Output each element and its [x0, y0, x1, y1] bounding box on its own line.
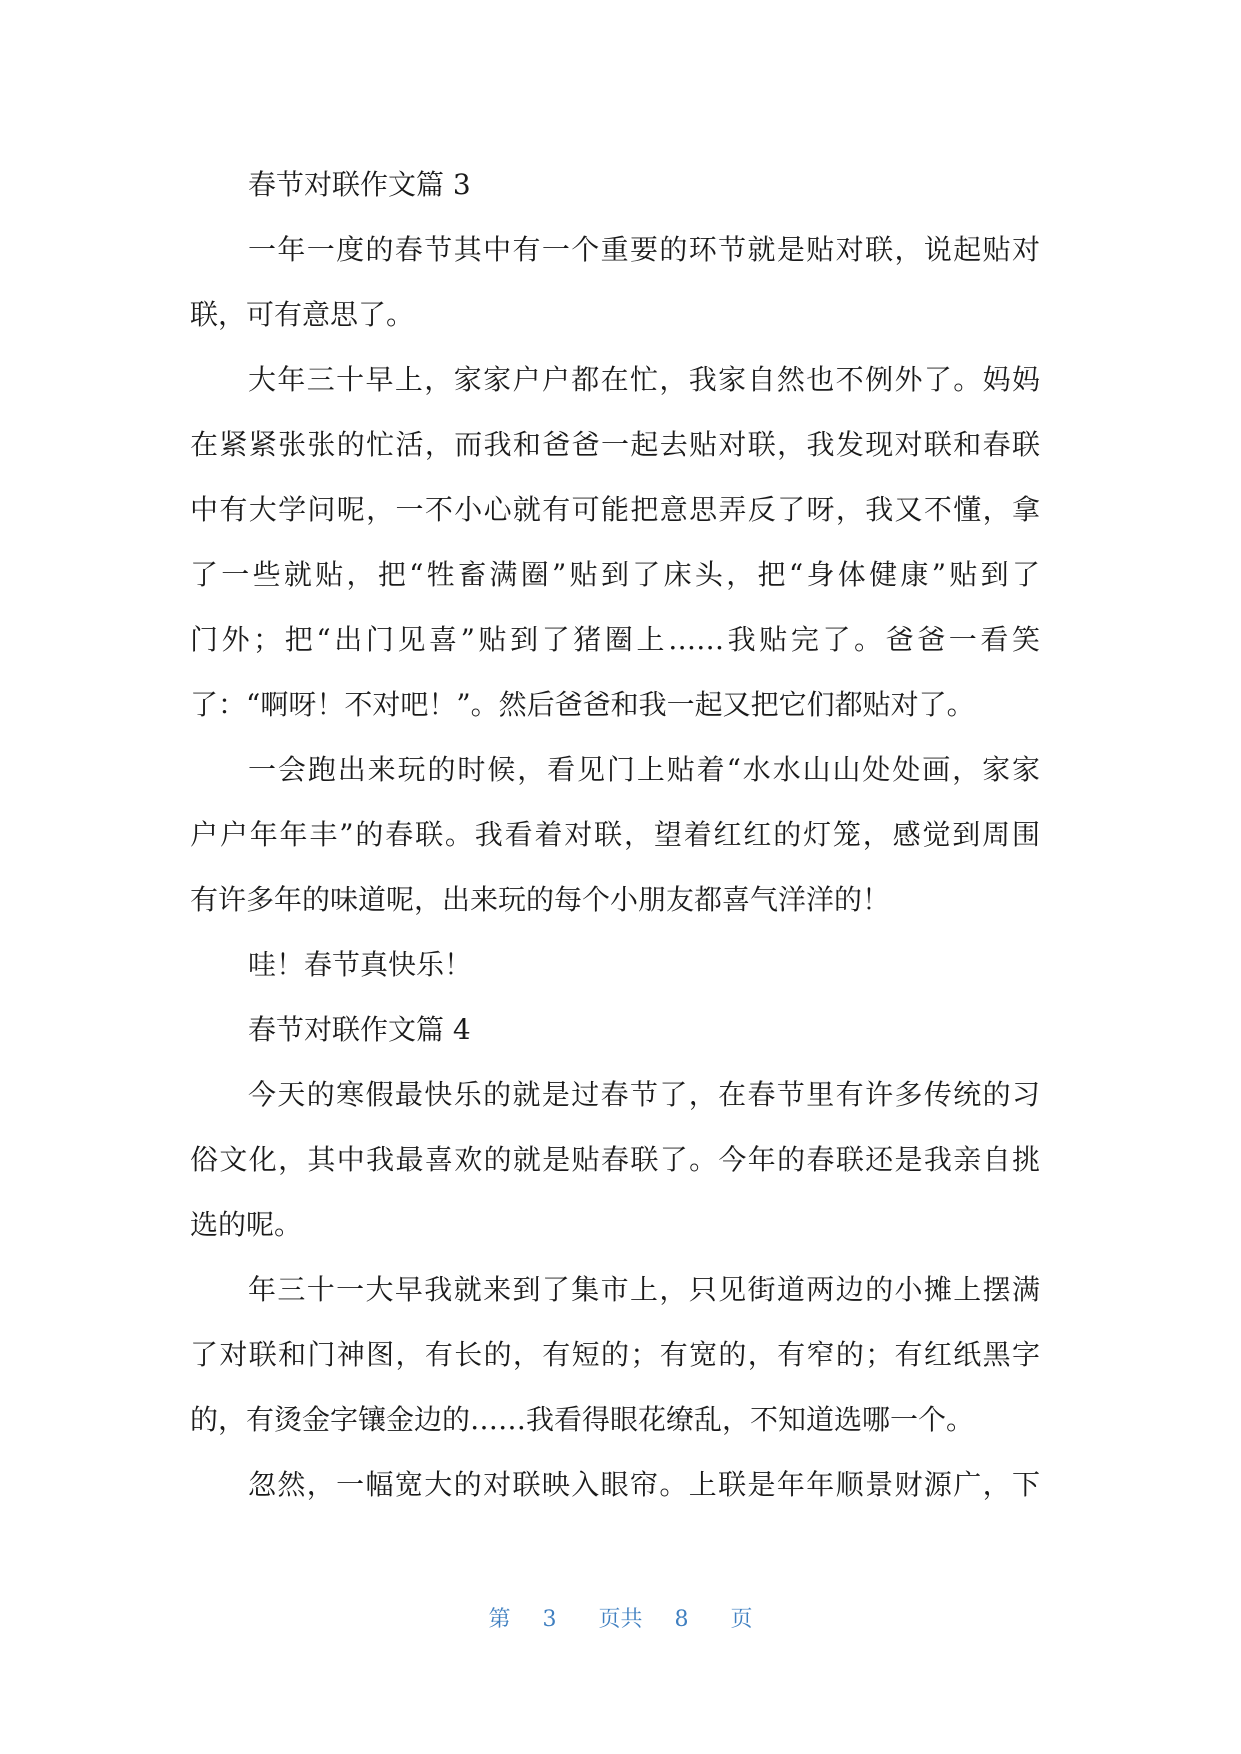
paragraph-line: 选的呢。	[190, 1208, 303, 1241]
paragraph-line: 一会跑出来玩的时候，看见门上贴着“水水山山处处画，家家	[248, 753, 1040, 786]
footer-middle: 页共	[598, 1607, 643, 1632]
paragraph-line: 联，可有意思了。	[190, 298, 415, 331]
paragraph-line: 在紧紧张张的忙活，而我和爸爸一起去贴对联，我发现对联和春联	[190, 428, 1040, 461]
footer-total-pages: 8	[674, 1607, 689, 1632]
paragraph-line: 门外；把“出门见喜”贴到了猪圈上……我贴完了。爸爸一看笑	[190, 623, 1040, 656]
section-heading: 春节对联作文篇 3	[248, 168, 471, 201]
paragraph-line: 的，有烫金字镶金边的……我看得眼花缭乱，不知道选哪一个。	[190, 1403, 975, 1436]
page-footer	[0, 1602, 1241, 1633]
paragraph-line: 了：“啊呀！不对吧！”。然后爸爸和我一起又把它们都贴对了。	[190, 688, 975, 721]
paragraph-line: 俗文化，其中我最喜欢的就是贴春联了。今年的春联还是我亲自挑	[190, 1143, 1040, 1176]
section-heading: 春节对联作文篇 4	[248, 1013, 471, 1046]
footer-page-number: 3	[542, 1607, 557, 1632]
footer-prefix: 第	[488, 1607, 511, 1632]
document-body	[190, 152, 1040, 1517]
paragraph-line: 户户年年丰”的春联。我看着对联，望着红红的灯笼，感觉到周围	[190, 818, 1040, 851]
paragraph-line: 忽然，一幅宽大的对联映入眼帘。上联是年年顺景财源广，下	[248, 1468, 1040, 1501]
footer-suffix: 页	[730, 1607, 753, 1632]
paragraph-line: 年三十一大早我就来到了集市上，只见街道两边的小摊上摆满	[248, 1273, 1040, 1306]
paragraph-line: 了一些就贴，把“牲畜满圈”贴到了床头，把“身体健康”贴到了	[190, 558, 1040, 591]
paragraph-line: 有许多年的味道呢，出来玩的每个小朋友都喜气洋洋的！	[190, 883, 891, 916]
paragraph-line: 哇！春节真快乐！	[248, 948, 473, 981]
paragraph-line: 一年一度的春节其中有一个重要的环节就是贴对联，说起贴对	[248, 233, 1040, 266]
paragraph-line: 了对联和门神图，有长的，有短的；有宽的，有窄的；有红纸黑字	[190, 1338, 1040, 1371]
paragraph-line: 今天的寒假最快乐的就是过春节了，在春节里有许多传统的习	[248, 1078, 1040, 1111]
paragraph-line: 大年三十早上，家家户户都在忙，我家自然也不例外了。妈妈	[248, 363, 1040, 396]
paragraph-line: 中有大学问呢，一不小心就有可能把意思弄反了呀，我又不懂，拿	[190, 493, 1040, 526]
